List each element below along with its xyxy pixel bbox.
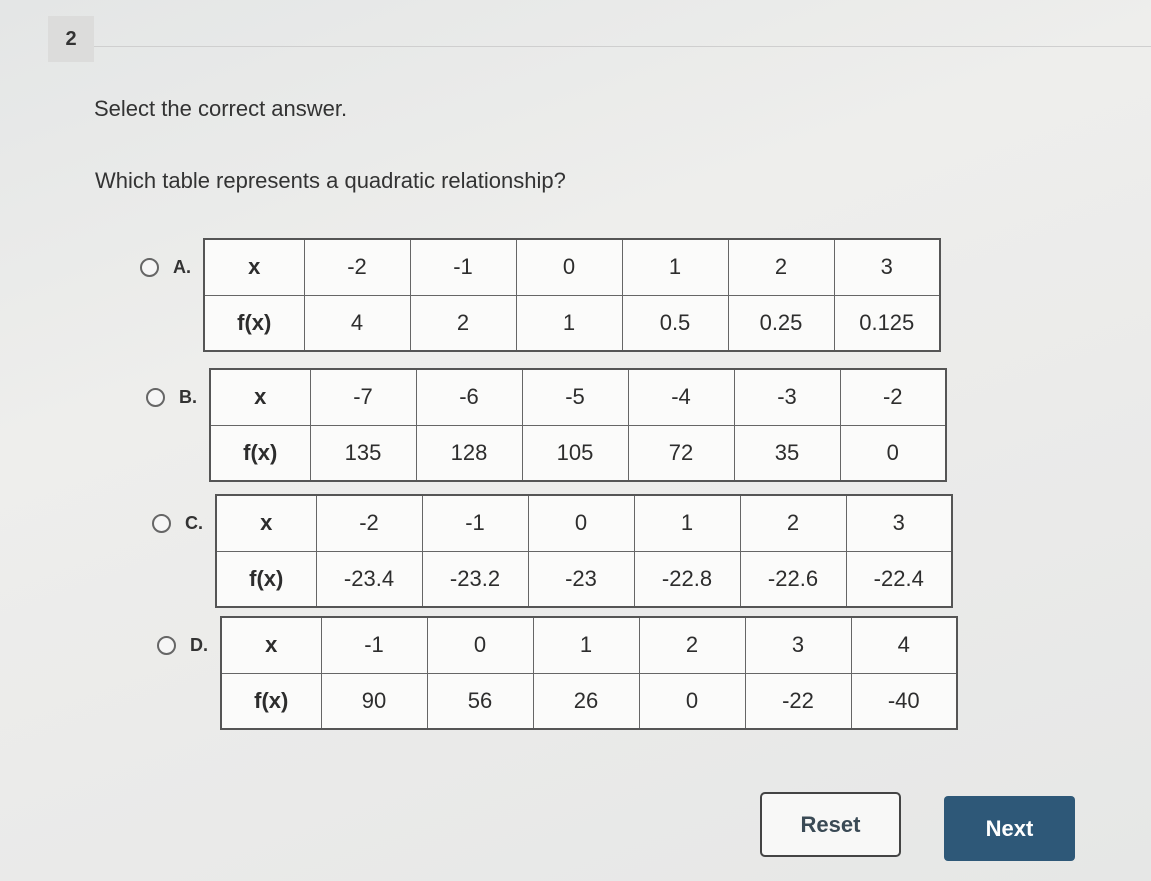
- option-b-table: [209, 368, 947, 482]
- table-cell: -1: [321, 617, 427, 673]
- table-cell: 3: [834, 239, 940, 295]
- table-row-x: [204, 239, 940, 295]
- table-row-fx: [210, 425, 946, 481]
- table-cell: 1: [533, 617, 639, 673]
- table-cell: 0.25: [728, 295, 834, 351]
- row-label-fx: f(x): [210, 425, 310, 481]
- table-cell: -2: [840, 369, 946, 425]
- table-cell: -22.8: [634, 551, 740, 607]
- table-cell: 128: [416, 425, 522, 481]
- table-cell: -2: [316, 495, 422, 551]
- table-cell: -23.4: [316, 551, 422, 607]
- table-cell: 1: [622, 239, 728, 295]
- table-cell: 72: [628, 425, 734, 481]
- option-b[interactable]: [146, 368, 947, 482]
- option-a-table: [203, 238, 941, 352]
- table-cell: -22.4: [846, 551, 952, 607]
- table-row-fx: [221, 673, 957, 729]
- option-d-letter: D.: [190, 635, 208, 655]
- row-label-fx: f(x): [221, 673, 321, 729]
- table-cell: 3: [745, 617, 851, 673]
- table-cell: -22: [745, 673, 851, 729]
- option-a[interactable]: [140, 238, 941, 352]
- table-cell: -1: [410, 239, 516, 295]
- option-c-letter: C.: [185, 513, 203, 533]
- row-label-x: x: [221, 617, 321, 673]
- table-row-fx: [216, 551, 952, 607]
- table-cell: 105: [522, 425, 628, 481]
- row-label-x: x: [210, 369, 310, 425]
- question-number: 2: [48, 16, 94, 62]
- option-d-table: [220, 616, 958, 730]
- table-cell: -7: [310, 369, 416, 425]
- table-cell: 4: [851, 617, 957, 673]
- option-c-table: [215, 494, 953, 608]
- table-cell: -1: [422, 495, 528, 551]
- table-row-fx: [204, 295, 940, 351]
- option-a-letter: A.: [173, 257, 191, 277]
- table-cell: 135: [310, 425, 416, 481]
- table-cell: 0: [516, 239, 622, 295]
- table-row-x: [210, 369, 946, 425]
- row-label-fx: f(x): [216, 551, 316, 607]
- header-divider: [94, 46, 1151, 47]
- table-cell: 1: [634, 495, 740, 551]
- table-cell: 1: [516, 295, 622, 351]
- option-b-radio[interactable]: [146, 388, 165, 407]
- table-cell: 35: [734, 425, 840, 481]
- next-button[interactable]: Next: [944, 796, 1075, 861]
- table-cell: -23.2: [422, 551, 528, 607]
- table-cell: 2: [728, 239, 834, 295]
- question-text: Which table represents a quadratic relationship?: [95, 168, 566, 193]
- reset-button[interactable]: Reset: [760, 792, 901, 857]
- table-cell: -40: [851, 673, 957, 729]
- table-cell: -6: [416, 369, 522, 425]
- row-label-x: x: [204, 239, 304, 295]
- table-cell: -2: [304, 239, 410, 295]
- table-cell: 90: [321, 673, 427, 729]
- table-cell: -22.6: [740, 551, 846, 607]
- table-cell: -23: [528, 551, 634, 607]
- table-cell: 0: [528, 495, 634, 551]
- table-row-x: [221, 617, 957, 673]
- table-cell: -3: [734, 369, 840, 425]
- row-label-fx: f(x): [204, 295, 304, 351]
- option-d-radio[interactable]: [157, 636, 176, 655]
- table-cell: -5: [522, 369, 628, 425]
- table-cell: 2: [410, 295, 516, 351]
- table-cell: 0.5: [622, 295, 728, 351]
- table-cell: 0.125: [834, 295, 940, 351]
- instruction-text: Select the correct answer.: [94, 96, 348, 121]
- option-a-radio[interactable]: [140, 258, 159, 277]
- table-cell: 2: [639, 617, 745, 673]
- option-d[interactable]: [157, 616, 958, 730]
- table-cell: 26: [533, 673, 639, 729]
- table-cell: 0: [427, 617, 533, 673]
- table-cell: 0: [840, 425, 946, 481]
- table-cell: 4: [304, 295, 410, 351]
- table-cell: 0: [639, 673, 745, 729]
- table-cell: 2: [740, 495, 846, 551]
- option-b-letter: B.: [179, 387, 197, 407]
- table-cell: 56: [427, 673, 533, 729]
- option-c-radio[interactable]: [152, 514, 171, 533]
- table-cell: -4: [628, 369, 734, 425]
- row-label-x: x: [216, 495, 316, 551]
- table-cell: 3: [846, 495, 952, 551]
- table-row-x: [216, 495, 952, 551]
- option-c[interactable]: [152, 494, 953, 608]
